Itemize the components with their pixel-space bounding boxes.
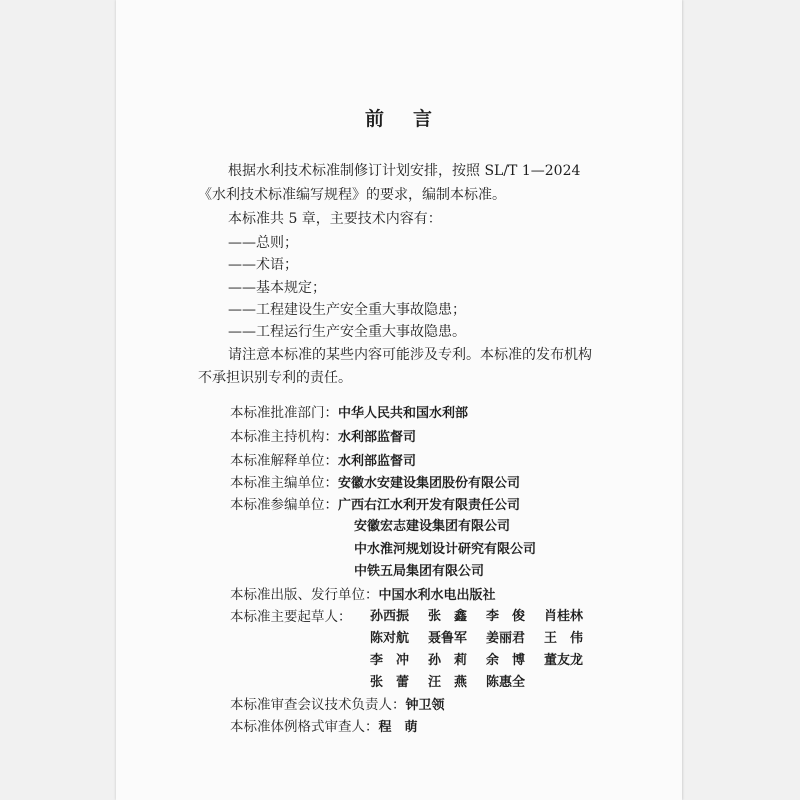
- review-label: 本标准审查会议技术负责人：: [230, 697, 406, 713]
- drafter-name: 陈惠全: [486, 675, 526, 690]
- paragraph-3-line-2: 不承担识别专利的责任。: [198, 370, 352, 386]
- drafter-name: 张 鑫: [428, 609, 468, 624]
- drafter-name: 余 博: [486, 653, 526, 668]
- paragraph-1-line-1: 根据水利技术标准制修订计划安排，按照 SL/T 1—2024: [228, 163, 581, 179]
- participating-row: [230, 494, 520, 517]
- chief-editor-value: 安徽水安建设集团股份有限公司: [338, 476, 521, 491]
- publisher-value: 中国水利水电出版社: [378, 588, 496, 603]
- approval-value: 中华人民共和国水利部: [338, 406, 469, 421]
- drafter-name: 王 伟: [544, 631, 584, 646]
- host-value: 水利部监督司: [338, 430, 417, 445]
- paragraph-2: 本标准共 5 章，主要技术内容有：: [228, 211, 442, 227]
- host-label: 本标准主持机构：: [230, 429, 338, 445]
- approval-row: [230, 402, 468, 425]
- drafter-name: 张 蕾: [370, 675, 410, 690]
- drafter-name: 孙西振: [370, 609, 410, 624]
- interpret-value: 水利部监督司: [338, 454, 417, 469]
- chief-editor-row: [230, 472, 520, 495]
- title-char-2: 言: [413, 108, 434, 130]
- format-review-row: [230, 716, 418, 739]
- format-review-value: 程 萌: [378, 720, 418, 735]
- list-item-construction-hazards: ——工程建设生产安全重大事故隐患；: [228, 302, 466, 318]
- drafters-label: 本标准主要起草人：: [230, 609, 352, 625]
- publisher-label: 本标准出版、发行单位：: [230, 587, 379, 603]
- drafter-name: 聂鲁军: [428, 631, 468, 646]
- list-item-operation-hazards: ——工程运行生产安全重大事故隐患。: [228, 324, 466, 340]
- paragraph-3-line-1: 请注意本标准的某些内容可能涉及专利。本标准的发布机构: [228, 347, 592, 363]
- document-page: [116, 0, 682, 800]
- list-item-general: ——总则；: [228, 235, 298, 251]
- interpret-row: [230, 450, 416, 473]
- publisher-row: [230, 584, 496, 607]
- interpret-label: 本标准解释单位：: [230, 453, 338, 469]
- drafter-name: 汪 燕: [428, 675, 468, 690]
- host-row: [230, 426, 416, 449]
- title-char-1: 前: [364, 108, 385, 130]
- drafter-name: 李 冲: [370, 653, 410, 668]
- drafter-name: 董友龙: [544, 653, 584, 668]
- review-row: [230, 694, 445, 717]
- participating-value-1: 广西右江水利开发有限责任公司: [338, 498, 521, 513]
- paragraph-1-line-2: 《水利技术标准编写规程》的要求，编制本标准。: [198, 187, 506, 203]
- drafter-name: 肖桂林: [544, 609, 584, 624]
- drafter-name: 李 俊: [486, 609, 526, 624]
- chief-editor-label: 本标准主编单位：: [230, 475, 338, 491]
- approval-label: 本标准批准部门：: [230, 405, 338, 421]
- drafter-name: 姜丽君: [486, 631, 526, 646]
- page-title: [116, 104, 682, 131]
- drafter-name: 孙 莉: [428, 653, 468, 668]
- participating-label: 本标准参编单位：: [230, 497, 338, 513]
- participating-value-3: 中水淮河规划设计研究有限公司: [354, 542, 537, 557]
- list-item-terms: ——术语；: [228, 257, 298, 273]
- participating-value-2: 安徽宏志建设集团有限公司: [354, 519, 511, 534]
- drafter-name: 陈对航: [370, 631, 410, 646]
- format-review-label: 本标准体例格式审查人：: [230, 719, 379, 735]
- review-value: 钟卫领: [405, 698, 445, 713]
- participating-value-4: 中铁五局集团有限公司: [354, 564, 485, 579]
- list-item-basic-rules: ——基本规定；: [228, 280, 326, 296]
